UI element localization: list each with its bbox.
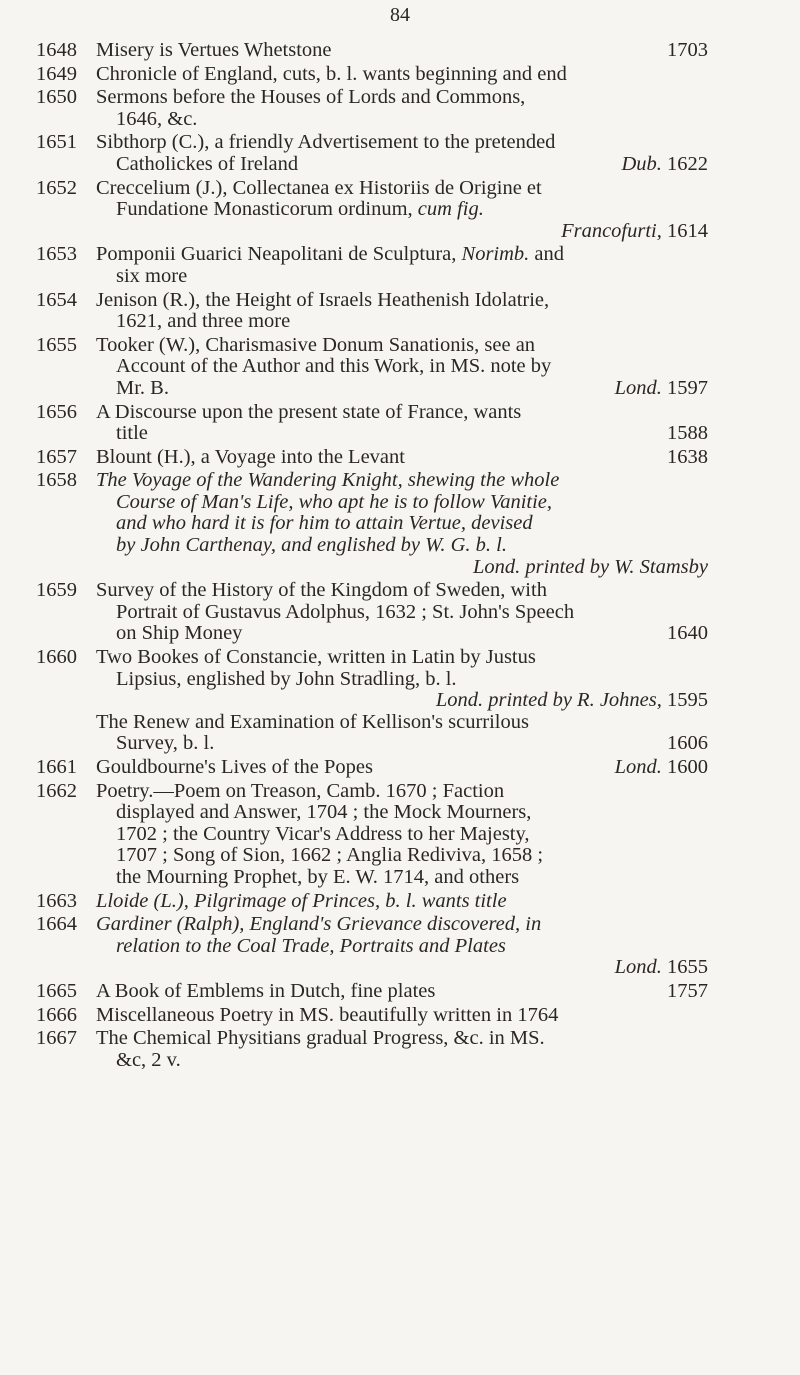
entry-text: on Ship Money (116, 622, 243, 645)
catalogue-entry (36, 889, 708, 913)
lot-number: 1656 (36, 400, 77, 423)
entry-text: Survey, b. l. (116, 732, 215, 755)
catalogue-entry (36, 62, 708, 86)
lot-number: 1655 (36, 333, 77, 356)
entry-text: 1621, and three more (116, 310, 291, 333)
catalogue-entry (36, 913, 708, 979)
lot-number: 1650 (36, 86, 77, 109)
entry-text: Catholickes of Ireland (116, 152, 299, 175)
entry-text: Pomponii Guarici Neapolitani de Sculptura, (96, 243, 457, 266)
entry-text: Lipsius, englished by John Stradling, b. l. (116, 667, 457, 690)
entry-text: Two Bookes of Constancie, written in Latin by Justus (96, 646, 536, 669)
catalogue-entry (36, 400, 708, 445)
entry-imprint: Lond. printed by W. Stamsby (473, 555, 708, 578)
entry-italic: and who hard it is for him to attain Vertue, devised (116, 512, 533, 535)
entry-text: The Renew and Examination of Kellison's scurrilous (96, 710, 529, 733)
catalogue-entry (36, 86, 708, 130)
entry-imprint: Lond. (614, 956, 662, 979)
entry-text: the Mourning Prophet, by E. W. 1714, and others (116, 865, 520, 888)
catalogue-entry (36, 469, 708, 578)
entry-text: displayed and Answer, 1704 ; the Mock Mourners, (116, 801, 532, 824)
entry-date: 1703 (667, 39, 708, 61)
entry-italic: cum fig. (417, 198, 484, 221)
entry-italic: Norimb. (461, 243, 530, 266)
entry-text: Portrait of Gustavus Adolphus, 1632 ; St. John's Speech (116, 600, 575, 623)
lot-number: 1649 (36, 62, 77, 85)
entry-date: 1622 (667, 152, 708, 175)
catalogue-entry (36, 1003, 708, 1027)
entry-text: Tooker (W.), Charismasive Donum Sanationis, see an (96, 333, 536, 356)
lot-number: 1651 (36, 131, 77, 154)
entry-date: 1655 (667, 956, 708, 979)
entry-text: Blount (H.), a Voyage into the Levant (96, 445, 405, 468)
lot-number: 1664 (36, 913, 77, 936)
catalogue-entry (36, 579, 708, 645)
lot-number: 1659 (36, 579, 77, 602)
entry-date: 1588 (667, 422, 708, 445)
lot-number: 1652 (36, 176, 77, 199)
entry-text: Miscellaneous Poetry in MS. beautifully written in 1764 (96, 1003, 559, 1026)
entry-text: Gouldbourne's Lives of the Popes (96, 756, 373, 778)
entry-text: Fundatione Monasticorum ordinum, (116, 198, 413, 221)
page-number: 84 (390, 4, 410, 26)
catalogue-list (36, 39, 708, 1071)
catalogue-entry (36, 779, 708, 889)
entry-date: 1597 (667, 376, 708, 399)
entry-text: &c, 2 v. (116, 1048, 181, 1071)
entry-text: The Chemical Physitians gradual Progress, &c. in MS. (96, 1027, 545, 1050)
entry-text: Mr. B. (116, 376, 169, 399)
lot-number: 1660 (36, 646, 77, 669)
entry-italic: Gardiner (Ralph), England's Grievance discovered, in (96, 913, 542, 936)
catalogue-entry (36, 445, 708, 469)
catalogue-entry (36, 39, 708, 62)
entry-text: 1707 ; Song of Sion, 1662 ; Anglia Rediviva, 1658 ; (116, 844, 544, 867)
lot-number: 1663 (36, 889, 77, 912)
catalogue-entry (36, 131, 708, 175)
entry-text: Sibthorp (C.), a friendly Advertisement to the pretended (96, 131, 556, 154)
entry-date: 1640 (667, 622, 708, 645)
entry-text: 1646, &c. (116, 107, 198, 130)
lot-number: 1653 (36, 243, 77, 266)
entry-date: 1638 (667, 445, 708, 468)
entry-text: Misery is Vertues Whetstone (96, 39, 332, 61)
lot-number: 1654 (36, 288, 77, 311)
lot-number: 1648 (36, 39, 77, 61)
entry-text: Jenison (R.), the Height of Israels Heathenish Idolatrie, (96, 288, 550, 311)
entry-italic: Course of Man's Life, who apt he is to follow Vanitie, (116, 490, 553, 513)
catalogue-entry (36, 176, 708, 243)
entry-text: six more (116, 264, 188, 287)
lot-number: 1667 (36, 1027, 77, 1050)
lot-number: 1661 (36, 756, 77, 778)
entry-date: 1595 (667, 689, 708, 712)
entry-date: 1614 (667, 219, 708, 242)
entry-date: 1600 (667, 756, 708, 778)
entry-imprint: Francofurti, (561, 219, 662, 242)
entry-imprint: Lond. printed by R. Johnes, (435, 689, 662, 712)
entry-text: Chronicle of England, cuts, b. l. wants beginning and end (96, 62, 567, 85)
entry-imprint: Lond. (614, 376, 662, 399)
entry-text: title (116, 422, 148, 445)
catalogue-entry (36, 1027, 708, 1071)
catalogue-entry (36, 979, 708, 1003)
entry-imprint: Lond. (614, 756, 662, 778)
entry-italic: Lloide (L.), Pilgrimage of Princes, b. l. wants title (96, 889, 507, 912)
lot-number: 1666 (36, 1003, 77, 1026)
entry-date: 1757 (667, 979, 708, 1002)
entry-imprint: Dub. (621, 152, 662, 175)
entry-text: Poetry.—Poem on Treason, Camb. 1670 ; Faction (96, 779, 505, 802)
catalogue-entry (36, 333, 708, 400)
catalogue-entry (36, 288, 708, 333)
lot-number: 1658 (36, 469, 77, 492)
entry-text: Creccelium (J.), Collectanea ex Historiis de Origine et (96, 176, 542, 199)
catalogue-entry (36, 243, 708, 287)
entry-date: 1606 (667, 732, 708, 755)
entry-text: 1702 ; the Country Vicar's Address to her Majesty, (116, 822, 530, 845)
entry-italic: The Voyage of the Wandering Knight, shewing the whole (96, 469, 560, 492)
lot-number: 1662 (36, 779, 77, 802)
catalogue-entry (36, 756, 708, 779)
entry-text: Sermons before the Houses of Lords and Commons, (96, 86, 526, 109)
entry-text: A Discourse upon the present state of France, wants (96, 400, 522, 423)
entry-italic: relation to the Coal Trade, Portraits and Plates (116, 934, 506, 957)
entry-text: A Book of Emblems in Dutch, fine plates (96, 979, 436, 1002)
entry-italic: by John Carthenay, and englished by W. G. b. l. (116, 534, 507, 557)
catalogue-entry (36, 646, 708, 755)
entry-text: and (534, 243, 565, 266)
lot-number: 1657 (36, 445, 77, 468)
entry-text: Survey of the History of the Kingdom of Sweden, with (96, 579, 547, 602)
lot-number: 1665 (36, 979, 77, 1002)
entry-text: Account of the Author and this Work, in MS. note by (116, 355, 552, 378)
